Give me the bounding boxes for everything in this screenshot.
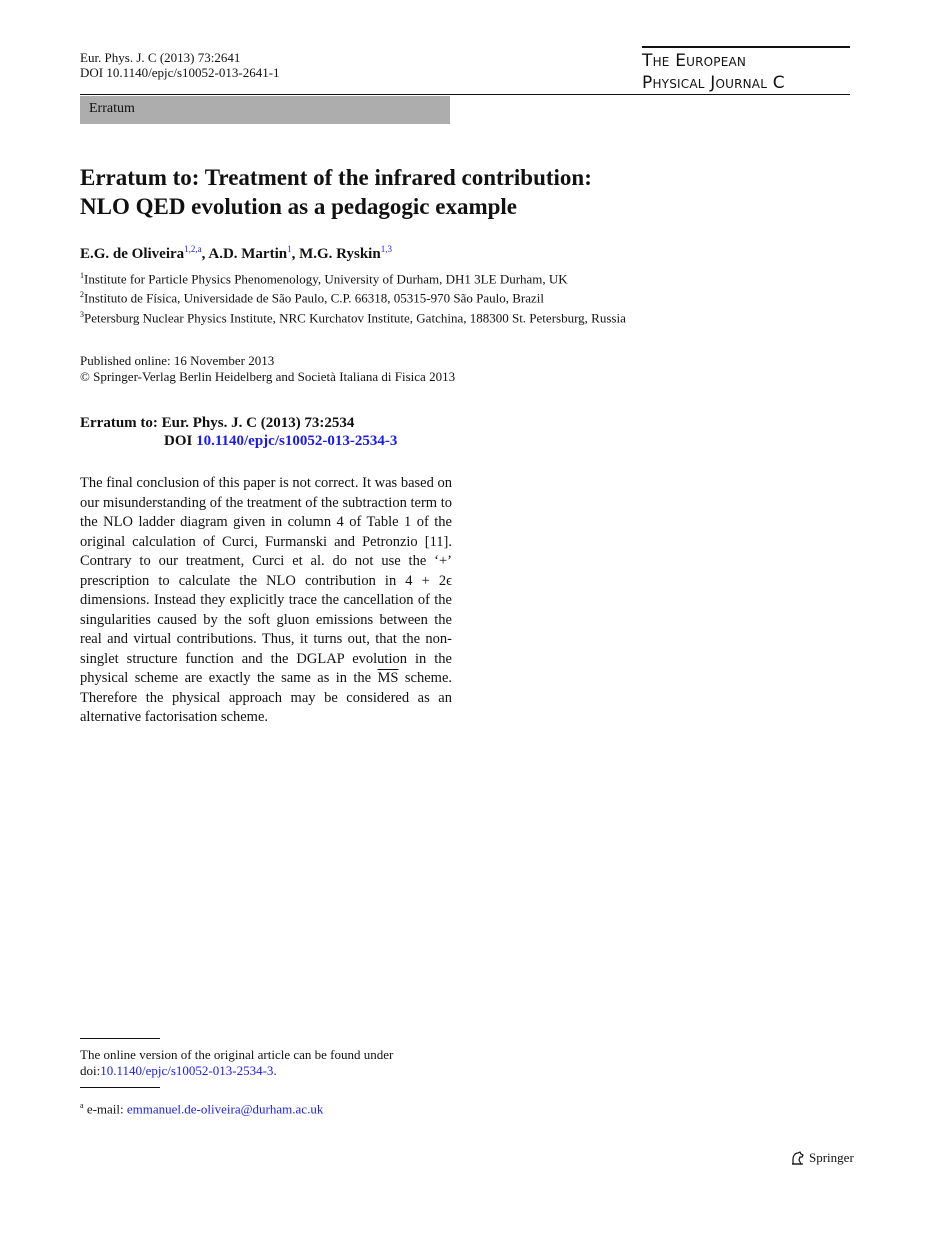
brand-line-1: The European	[642, 51, 747, 71]
publisher-name: Springer	[809, 1150, 854, 1165]
category-label: Erratum	[89, 101, 135, 116]
journal-citation: Eur. Phys. J. C (2013) 73:2641	[80, 50, 241, 65]
affiliation-item: $^1$Institute for Particle Physics Phenomenology, University of Durham, DH1 3LE Durham, UK	[80, 271, 568, 287]
springer-horse-icon	[790, 1151, 806, 1165]
affiliation-item: $^2$Instituto de Física, Universidade de São Paulo, C.P. 66318, 05315-970 São Paulo, Brazil	[80, 290, 545, 306]
publisher-logo	[790, 1150, 854, 1166]
footnote-rule	[80, 1038, 160, 1039]
author-email-link[interactable]: emmanuel.de-oliveira@durham.ac.uk	[126, 1101, 324, 1117]
affiliations	[80, 268, 626, 326]
author-name: E.G. de Oliveira	[80, 246, 185, 262]
author-affiliation-ref[interactable]: 1	[287, 244, 292, 254]
journal-brand	[642, 46, 850, 94]
erratum-citation: Erratum to: Eur. Phys. J. C (2013) 73:2534	[80, 415, 355, 431]
copyright: © Springer-Verlag Berlin Heidelberg and Società Italiana di Fisica 2013	[80, 369, 456, 384]
author-affiliation-ref[interactable]: 1,3	[380, 244, 392, 254]
category-band	[80, 96, 450, 124]
author-name: M.G. Ryskin	[299, 246, 381, 262]
original-article-doi-link[interactable]: 10.1140/epjc/s10052-013-2534-3	[100, 1063, 274, 1078]
affiliation-item: $^3$Petersburg Nuclear Physics Institute, NRC Kurchatov Institute, Gatchina, 188300 St. Petersburg, Russia	[80, 309, 626, 325]
header-rule	[80, 94, 850, 95]
body-paragraph: The final conclusion of this paper is not correct. It was based on our misunderstanding of the treatment of the subtraction term to the NLO ladder diagram given in column 4 of Table 1 of the original calculation of Curci, Furmanski and Petronzio [11]. Contrary to our treatment, Curci et al. do not use the ‘+’ prescription to calculate the NLO contribution in 4 + 2ϵ dimensions. Instead they explicitly trace the cancellation of the singularities caused by the soft gluon emissions between the real and virtual contributions. Thus, it turns out, that the non-singlet structure function and the DGLAP evolution in the physical scheme are exactly the same as in the $\overline{MS}$ scheme. Therefore the physical approach may be considered as an alternative factorisation scheme.	[80, 475, 453, 725]
published-date: Published online: 16 November 2013	[80, 353, 275, 368]
erratum-doi: DOI 10.1140/epjc/s10052-013-2534-3	[164, 433, 398, 449]
journal-reference	[80, 50, 280, 80]
footnote-email: $^a$ e-mail: emmanuel.de-oliveira@durham.ac.uk	[80, 1101, 324, 1117]
title-line-2: NLO QED evolution as a pedagogic example	[80, 194, 518, 219]
author-affiliation-ref[interactable]: 1,2,a	[184, 244, 202, 254]
author-name: A.D. Martin	[208, 246, 288, 262]
author-list: E.G. de Oliveira$^{1,2,a}$, A.D. Martin$^1$, M.G. Ryskin$^{1,3}$	[80, 244, 392, 262]
erratum-doi-link[interactable]: 10.1140/epjc/s10052-013-2534-3	[196, 433, 398, 449]
journal-doi: DOI 10.1140/epjc/s10052-013-2641-1	[80, 65, 280, 80]
ms-bar-symbol: $\overline{MS}$	[377, 670, 399, 686]
brand-rule	[642, 46, 850, 48]
title-line-1: Erratum to: Treatment of the infrared contribution:	[80, 165, 592, 190]
erratum-reference	[80, 414, 397, 450]
article-title	[80, 163, 720, 221]
brand-line-2: Physical Journal C	[642, 73, 785, 93]
footnote-rule	[80, 1087, 160, 1088]
publication-info	[80, 353, 455, 385]
footnote-original-article: The online version of the original article can be found under doi:10.1140/epjc/s10052-013-2534-3.	[80, 1047, 394, 1078]
